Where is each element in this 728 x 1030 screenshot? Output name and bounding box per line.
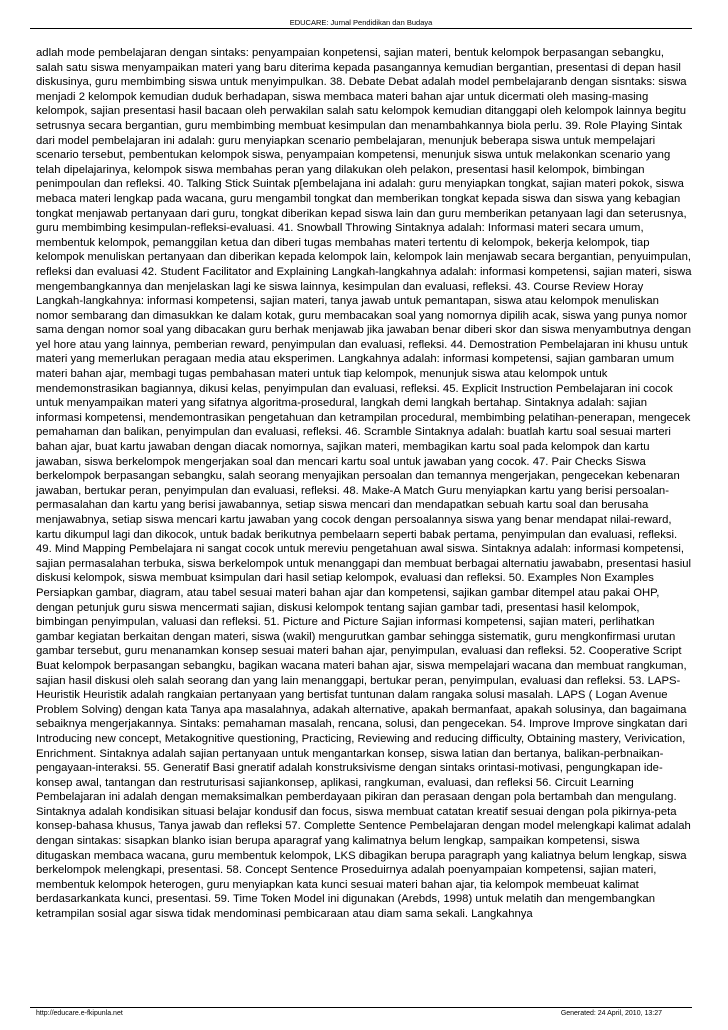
journal-title: EDUCARE: Jurnal Pendidikan dan Budaya: [289, 18, 433, 27]
article-body-text: adlah mode pembelajaran dengan sintaks: penyampaian konpetensi, sajian materi, bentuk kelompok berpasangan sebangku, salah satu siswa menyampaikan materi yang baru diterima kepada pasangannya kemudian bergantian, presentasi di depan hasil diskusinya, guru membimbing siswa untuk menyimpulkan. 38. Debate Debat adalah model pembelajaranb dengan sisntaks: siswa menjadi 2 kelompok kemudian duduk berhadapan, siswa membaca materi bahan ajar untuk dicermati oleh masing-masing kelompok, sajian presentasi hasil bacaan oleh perwakilan salah satu kelompok kemudian ditanggapi oleh kelompok lainnya begitu setrusnya secara bergantian, guru membimbing membuat kesimpulan dan menambahkannya biola perlu. 39. Role Playing Sintak dari model pembelajaran ini adalah: guru menyiapkan scenario pembelajaran, menunjuk beberapa siswa untuk mempelajari scenario tersebut, pembentukan kelompok siswa, penyampaian kompetensi, menunjuk siswa untuk melakonkan scenario yang telah dipelajarinya, kelompok siswa membahas peran yang dilakukan oleh pelakon, presentasi hasil kelompok, bimbingan penimpoulan dan refleksi. 40. Talking Stick Suintak p[embelajana ini adalah: guru menyiapkan tongkat, sajian materi pokok, siswa mebaca materi lengkap pada wacana, guru mengambil tongkat dan memberikan tongkat kepada siswa dan siswa yang kebagian tongkat menjawab pertanyaan dari guru, tongkat diberikan kepad siswa lain dan guru memberikan petanyaan lagi dan seterusnya, guru membimbing kesimpulan-refleksi-evaluasi. 41. Snowball Throwing Sintaknya adalah: Informasi materi secara umum, membentuk kelompok, pemanggilan ketua dan diberi tugas membahas materi tertentu di kelompok, bekerja kelompok, tiap kelompok menuliskan pertanyaan dan diberikan kepada kelompok lain, kelompok lain menjawab secara bergantian, penyuimpulan, refleksi dan evaluasi 42. Student Facilitator and Explaining Langkah-langkahnya adalah: informasi kompetensi, sajian materi, siswa mengembangkannya dan menjelaskan lagi ke siswa lainnya, kesimpulan dan evaluasi, refleksi. 43. Course Review Horay Langkah-langkahnya: informasi kompetensi, sajian materi, tanya jawab untuk pemantapan, siswa atau kelompok menuliskan nomor sembarang dan dimasukkan ke dalam kotak, guru membacakan soal yang nomornya dipilih acak, siswa yang punya nomor sama dengan nomor soal yang dibacakan guru berhak menjawab jika jawaban benar diberi skor dan siswa menyambutnya dengan yel hore atau yang lainnya, pemberian reward, penyimpulan dan evaluasi, refleksi. 44. Demostration Pembelajaran ini khusu untuk materi yang memerlukan peragaan media atau eksperimen. Langkahnya adalah: informasi kompetensi, sajian gambaran umum materi bahan ajar, membagi tugas pembahasan materi untuk tiap kelompok, menunjuk siswa atau kelompok untuk mendemonstrasikan bagiannya, dikusi kelas, penyimpulan dan evaluasi, refleksi. 45. Explicit Instruction Pembelajaran ini cocok untuk menyampaikan materi yang sifatnya algoritma-prosedural, langkah demi langkah bertahap. Sintaknya adalah: sajian informasi kompetensi, mendemontrasikan pengetahuan dan ketrampilan procedural, membimbing pelatihan-penerapan, mengecek pemahaman dan balikan, penyimpulan dan evaluasi, refleksi. 46. Scramble Sintaknya adalah: buatlah kartu soal sesuai marteri bahan ajar, buat kartu jawaban dengan diacak nomornya, sajikan materi, membagikan kartu soal pada kelompok dan kartu jawaban, siswa berkelompok mengerjakan soal dan mencari kartu soal untuk jawaban yang cocok. 47. Pair Checks Siswa berkelompok berpasangan sebangku, salah seorang menyajikan persoalan dan temannya mengerjakan, pengecekan kebenaran jawaban, bertukar peran, penyimpulan dan evaluasi, refleksi. 48. Make-A Match Guru menyiapkan kartu yang berisi persoalan-permasalahan dan kartu yang berisi jawabannya, setiap siswa mencari dan mendapatkan sebuah kartu soal dan berusaha menjawabnya, setiap siswa mencari kartu jawaban yang cocok dengan persoalannya siswa yang benar mendapat nilai-reward, kartu dikumpul lagi dan dikocok, untuk badak berikutnya pembelaarn seperti babak pertama, penyimpulan dan evaluasi, refleksi. 49. Mind Mapping Pembelajara ni sangat cocok untuk mereviu pengetahuan awal siswa. Sintaknya adalah: informasi kompetensi, sajian permasalahan terbuka, siswa berkelompok untuk menanggapi dan membuat berbagai alternatiu jawababn, presentasi hasiul diskusi kelompok, siswa membuat ksimpulan dari hasil setiap kelompok, evaluasi dan refleksi. 50. Examples Non Examples Persiapkan gambar, diagram, atau tabel sesuai materi bahan ajar dan kompetensi, sajikan gambar ditempel atau pakai OHP, dengan petunjuk guru siswa mencermati sajian, diskusi kelompok tentang sajian gambar tadi, presentasi hasil kelompok, bimbingan penyimpulan, valuasi dan refleksi. 51. Picture and Picture Sajian informasi kompetensi, sajian materi, perlihatkan gambar kegiatan berkaitan dengan materi, siswa (wakil) mengurutkan gambar sehingga sistematik, guru mengkonfirmasi urutan gambar tersebut, guru menanamkan konsep sesuai materi bahan ajar, penyimpulan, evaluasi dan refleksi. 52. Cooperative Script Buat kelompok berpasangan sebangku, bagikan wacana materi bahan ajar, siswa mempelajari wacana dan membuat rangkuman, sajian hasil diskusi oleh salah seorang dan yang lain menanggapi, bertukar peran, penyimpulan, evaluasi dan refleksi. 53. LAPS-Heuristik Heuristik adalah rangkaian pertanyaan yang bertisfat tuntunan dalam rangaka solusi masalah. LAPS ( Logan Avenue Problem Solving) dengan kata Tanya apa masalahnya, adakah alternative, apakah bermanfaat, apakah solusinya, dan bagaimana sebaiknya mengerjakannya. Sintaks: pemahaman masalah, rencana, solusi, dan pengecekan. 54. Improve Improve singkatan dari Introducing new concept, Metakognitive questioning, Practicing, Reviewing and reducing difficulty, Obtaining mastery, Verivication, Enrichment. Sintaknya adalah sajian pertanyaan untuk mengantarkan konsep, siswa latian dan bertanya, balikan-perbnaikan-pengayaan-interaksi. 55. Generatif Basi gneratif adalah konstruksivisme dengan sintaks orintasi-motivasi, pengungkapan ide-konsep awal, tantangan dan restruturisasi sajiankonsep, aplikasi, rangkuman, evaluasi, dan refleksi 56. Circuit Learning Pembelajaran ini adalah dengan memaksimalkan pemberdayaan pikiran dan perasaan dengan pola bertambah dan mengulang. Sintaknya adalah kondisikan situasi belajar kondusif dan focus, siswa membuat catatan kreatif sesuai dengan pola pikirnya-peta konsep-bahasa khusus, Tanya jawab dan refleksi 57. Complette Sentence Pembelajaran dengan model melengkapi kalimat adalah dengan sintakas: sisapkan blanko isian berupa aparagraf yang kalimatnya belum lengkap, sampaikan kompetensi, siswa ditugaskan membaca wacana, guru membentuk kelompok, LKS dibagikan berupa paragraph yang kaliatnya belum lengkap, siswa berkelompok melengkapi, presentasi. 58. Concept Sentence Proseduirnya adalah poenyampaian kompetensi, sajian materi, membentuk kelompok heterogen, guru menyiapkan kata kunci sesuai materi bahan ajar, tia kelompok membeuat kalimat berdasarkankata kunci, presentasi. 59. Time Token Model ini digunakan (Arebds, 1998) untuk melatih dan mengembangkan ketrampilan sosial agar siswa tidak mendominasi pembicaraan atau diam sama sekali. Langkahnya: [36, 47, 692, 921]
footer-url-link[interactable]: http://educare.e-fkipunla.net: [36, 1010, 123, 1017]
generated-timestamp: Generated: 24 April, 2010, 13:27: [560, 1010, 662, 1017]
page-header: [30, 12, 692, 29]
page-footer: [30, 1007, 692, 1020]
